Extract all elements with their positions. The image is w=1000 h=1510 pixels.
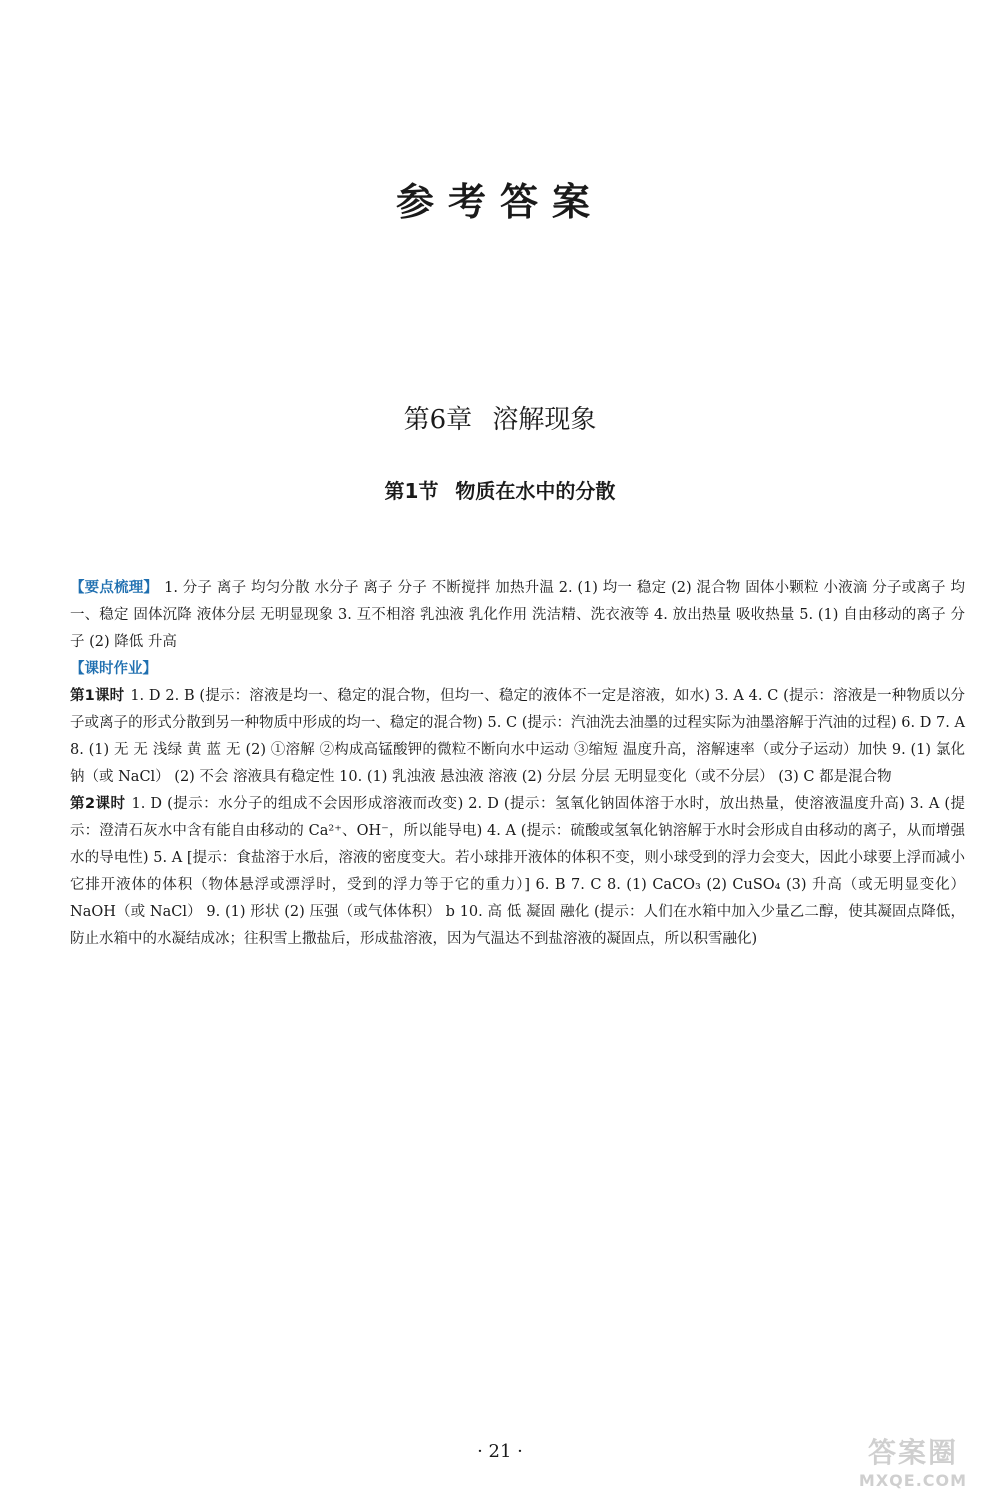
chapter-title: 第6章 溶解现象 <box>403 405 597 435</box>
homework-label: 【课时作业】 <box>70 661 157 677</box>
lesson1-text: 1. D 2. B (提示：溶液是均一、稳定的混合物，但均一、稳定的液体不一定是溶液，如水) 3. A 4. C (提示：溶液是一种物质以分子或离子的形式分散到另一种物质中形成的均一、稳定的混合物) 5. C (提示：汽油洗去油墨的过程实际为油墨溶解于汽油的过程) 6. D 7. A 8. (1) 无 无 浅绿 黄 蓝 无 (2) ①溶解 ②构成高锰酸钾的微粒不断向水中运动 ③缩短 温度升高，溶解速率（或分子运动）加快 9. (1) 氯化钠（或 NaCl） (2) 不会 溶液具有稳定性 10. (1) 乳浊液 悬浊液 溶液 (2) 分层 分层 无明显变化（或不分层） (3) C 都是混合物 <box>70 688 965 785</box>
key-points-paragraph <box>70 575 965 656</box>
watermark-top-text: 答案圈 <box>867 1436 958 1469</box>
page-number: · 21 · <box>477 1441 523 1462</box>
answer-body <box>70 575 965 953</box>
lesson2-label: 第2课时 <box>70 796 126 812</box>
section-title: 第1节 物质在水中的分散 <box>384 479 616 503</box>
watermark-logo <box>838 1436 988 1498</box>
page-title: 参考答案 <box>395 179 604 224</box>
lesson1-paragraph <box>70 683 965 791</box>
key-points-label: 【要点梳理】 <box>70 580 159 596</box>
homework-heading <box>70 656 965 683</box>
lesson2-text: 1. D (提示：水分子的组成不会因形成溶液而改变) 2. D (提示：氢氧化钠固体溶于水时，放出热量，使溶液温度升高) 3. A (提示：澄清石灰水中含有能自由移动的 Ca²⁺、OH⁻，所以能导电) 4. A (提示：硫酸或氢氧化钠溶解于水时会形成自由移动的离子，从而增强水的导电性) 5. A [提示：食盐溶于水后，溶液的密度变大。若小球排开液体的体积不变，则小球受到的浮力会变大，因此小球要上浮而减小它排开液体的体积（物体悬浮或漂浮时，受到的浮力等于它的重力）] 6. B 7. C 8. (1) CaCO₃ (2) CuSO₄ (3) 升高（或无明显变化） NaOH（或 NaCl） 9. (1) 形状 (2) 压强（或气体体积） b 10. 高 低 凝固 融化 (提示：人们在水箱中加入少量乙二醇，使其凝固点降低，防止水箱中的水凝结成冰；往积雪上撒盐后，形成盐溶液，因为气温达不到盐溶液的凝固点，所以积雪融化) <box>70 796 965 947</box>
key-points-text: 1. 分子 离子 均匀分散 水分子 离子 分子 不断搅拌 加热升温 2. (1) 均一 稳定 (2) 混合物 固体小颗粒 小液滴 分子或离子 均一、稳定 固体沉降 液体分层 无明显现象 3. 互不相溶 乳浊液 乳化作用 洗洁精、洗衣液等 4. 放出热量 吸收热量 5. (1) 自由移动的离子 分子 (2) 降低 升高 <box>70 580 965 650</box>
watermark-bottom-text: MXQE.COM <box>858 1471 968 1490</box>
lesson2-paragraph <box>70 791 965 953</box>
lesson1-label: 第1课时 <box>70 688 125 704</box>
